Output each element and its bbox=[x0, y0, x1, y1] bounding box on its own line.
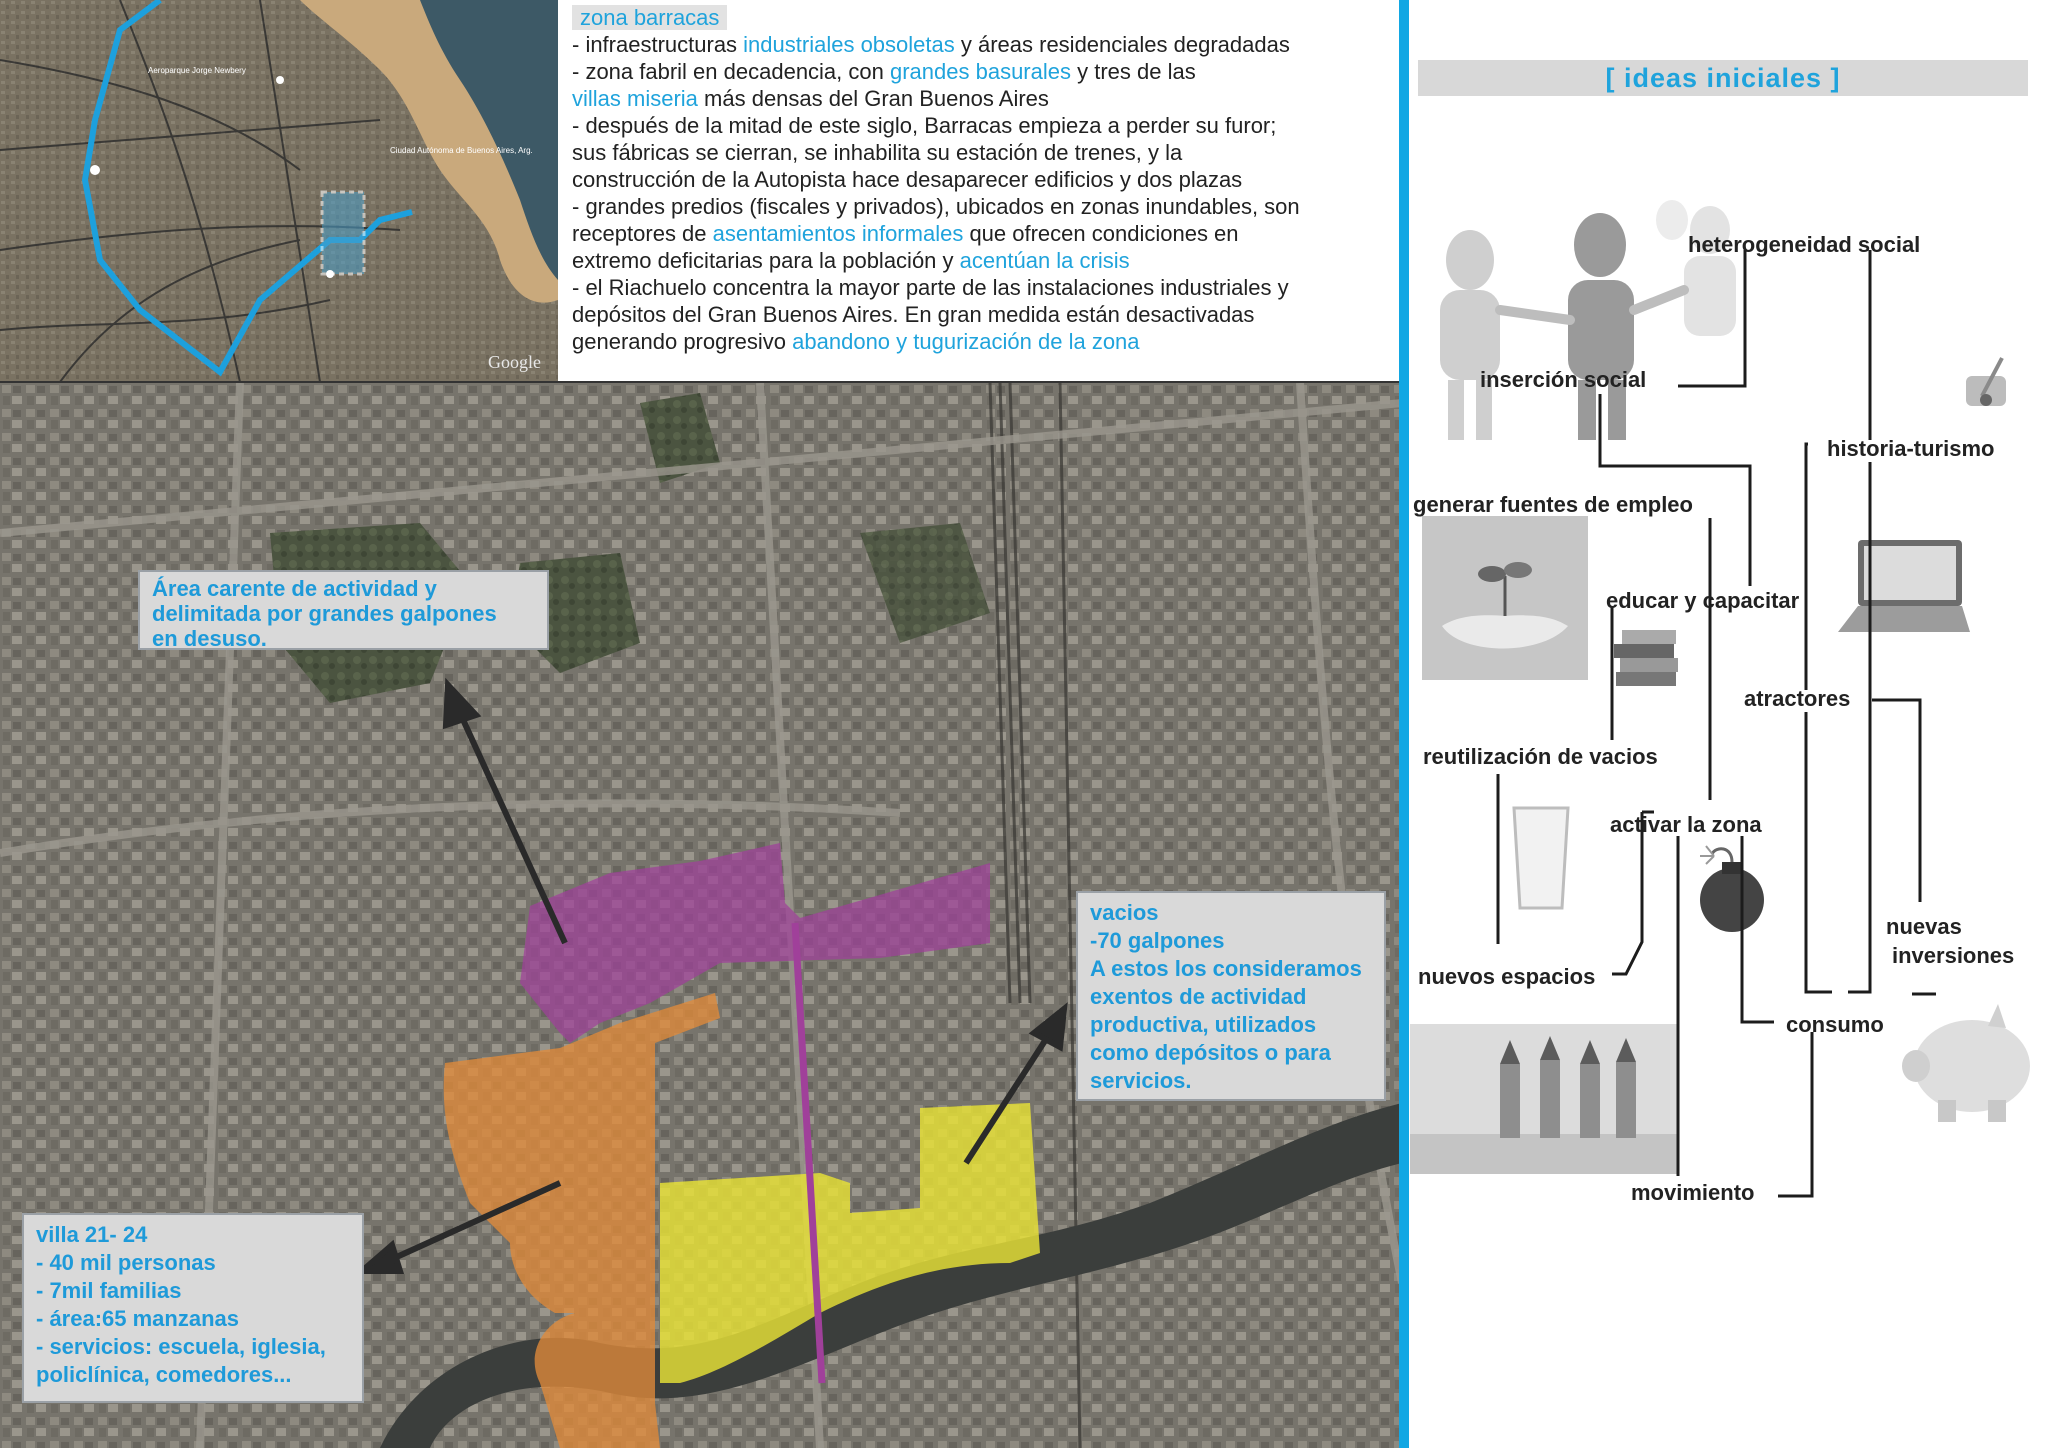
callout-area-line: delimitada por grandes galpones bbox=[152, 601, 497, 626]
intro-text-segment: - grandes predios (fiscales y privados), ubicados en zonas inundables, son bbox=[572, 194, 1300, 219]
intro-text-segment: extremo deficitarias para la población y bbox=[572, 248, 960, 273]
column-separator bbox=[1399, 0, 1409, 1448]
node-movimiento: movimiento bbox=[1631, 1180, 1755, 1205]
callout-vacios-line: vacios bbox=[1090, 900, 1159, 925]
callout-villa-line: - servicios: escuela, iglesia, bbox=[36, 1334, 326, 1359]
intro-line bbox=[572, 139, 1402, 166]
intro-lines bbox=[572, 31, 1402, 355]
intro-title: zona barracas bbox=[572, 5, 727, 30]
airport-label: Aeroparque Jorge Newbery bbox=[148, 66, 246, 75]
intro-text-segment: - infraestructuras bbox=[572, 32, 744, 57]
node-empleo: generar fuentes de empleo bbox=[1413, 492, 1693, 517]
intro-line bbox=[572, 220, 1402, 247]
intro-text-segment: generando progresivo bbox=[572, 329, 793, 354]
callout-villa-line: villa 21- 24 bbox=[36, 1222, 148, 1247]
intro-text-segment: receptores de bbox=[572, 221, 713, 246]
node-activar: activar la zona bbox=[1610, 812, 1762, 837]
callout-vacios-line: como depósitos o para bbox=[1090, 1040, 1331, 1065]
intro-text-segment: depósitos del Gran Buenos Aires. En gran medida están desactivadas bbox=[572, 302, 1255, 327]
intro-text-segment: y tres de las bbox=[1071, 59, 1196, 84]
node-atractores: atractores bbox=[1744, 686, 1851, 711]
callout-villa-line: - 7mil familias bbox=[36, 1278, 182, 1303]
intro-text-segment: - después de la mitad de este siglo, Barracas empieza a perder su furor; bbox=[572, 113, 1277, 138]
callout-villa-line: - área:65 manzanas bbox=[36, 1306, 239, 1331]
node-consumo: consumo bbox=[1786, 1012, 1884, 1037]
callout-area-line: Área carente de actividad y bbox=[152, 576, 437, 601]
node-reutilizacion: reutilización de vacios bbox=[1423, 744, 1658, 769]
intro-line bbox=[572, 58, 1402, 85]
callout-area-inactiva bbox=[138, 570, 549, 650]
node-heterogeneidad: heterogeneidad social bbox=[1688, 232, 1921, 257]
intro-line bbox=[572, 31, 1402, 58]
callout-vacios-line: productiva, utilizados bbox=[1090, 1012, 1317, 1037]
intro-line bbox=[572, 166, 1402, 193]
intro-line bbox=[572, 85, 1402, 112]
callout-vacios-line: A estos los consideramos bbox=[1090, 956, 1362, 981]
callout-area-line: en desuso. bbox=[152, 626, 267, 651]
ideas-connectors bbox=[1410, 0, 2048, 1448]
node-historia: historia-turismo bbox=[1827, 436, 1995, 461]
intro-line bbox=[572, 247, 1402, 274]
ideas-header: [ ideas iniciales ] bbox=[1418, 60, 2028, 96]
callout-vacios-line: -70 galpones bbox=[1090, 928, 1225, 953]
city-label: Ciudad Autónoma de Buenos Aires, Arg. bbox=[390, 146, 533, 155]
intro-highlight: industriales obsoletas bbox=[743, 32, 955, 57]
intro-text-segment: y áreas residenciales degradadas bbox=[954, 32, 1290, 57]
intro-line bbox=[572, 193, 1402, 220]
intro-line bbox=[572, 328, 1402, 355]
callout-villa bbox=[22, 1213, 364, 1403]
intro-highlight: villas miseria bbox=[572, 86, 698, 111]
aerial-map bbox=[0, 383, 1402, 1448]
node-insercion: inserción social bbox=[1480, 367, 1647, 392]
intro-text-segment: más densas del Gran Buenos Aires bbox=[697, 86, 1049, 111]
callout-villa-line: policlínica, comedores... bbox=[36, 1362, 292, 1387]
callout-vacios-line: servicios. bbox=[1090, 1068, 1192, 1093]
intro-highlight: asentamientos informales bbox=[712, 221, 964, 246]
callout-vacios bbox=[1076, 891, 1386, 1101]
location-map-graphic bbox=[0, 0, 558, 382]
intro-highlight: grandes basurales bbox=[889, 59, 1071, 84]
intro-line bbox=[572, 112, 1402, 139]
intro-highlight: acentúan la crisis bbox=[959, 248, 1130, 273]
node-nuevas-inversiones-2: inversiones bbox=[1892, 943, 2015, 968]
intro-text-segment: construcción de la Autopista hace desaparecer edificios y dos plazas bbox=[572, 167, 1243, 192]
node-nuevos-espacios: nuevos espacios bbox=[1418, 964, 1596, 989]
intro-line bbox=[572, 301, 1402, 328]
node-nuevas-inversiones-1: nuevas bbox=[1886, 914, 1962, 939]
intro-text-segment: - el Riachuelo concentra la mayor parte de las instalaciones industriales y bbox=[572, 275, 1289, 300]
google-logo: Google bbox=[488, 352, 541, 372]
intro-line bbox=[572, 274, 1402, 301]
node-educar: educar y capacitar bbox=[1606, 588, 1800, 613]
location-map bbox=[0, 0, 558, 382]
intro-text bbox=[572, 4, 1402, 355]
intro-text-segment: - zona fabril en decadencia, con bbox=[572, 59, 890, 84]
intro-text-segment: que ofrecen condiciones en bbox=[963, 221, 1239, 246]
callout-vacios-line: exentos de actividad bbox=[1090, 984, 1307, 1009]
intro-text-segment: sus fábricas se cierran, se inhabilita su estación de trenes, y la bbox=[572, 140, 1183, 165]
callout-villa-line: - 40 mil personas bbox=[36, 1250, 216, 1275]
intro-highlight: abandono y tugurización de la zona bbox=[792, 329, 1140, 354]
